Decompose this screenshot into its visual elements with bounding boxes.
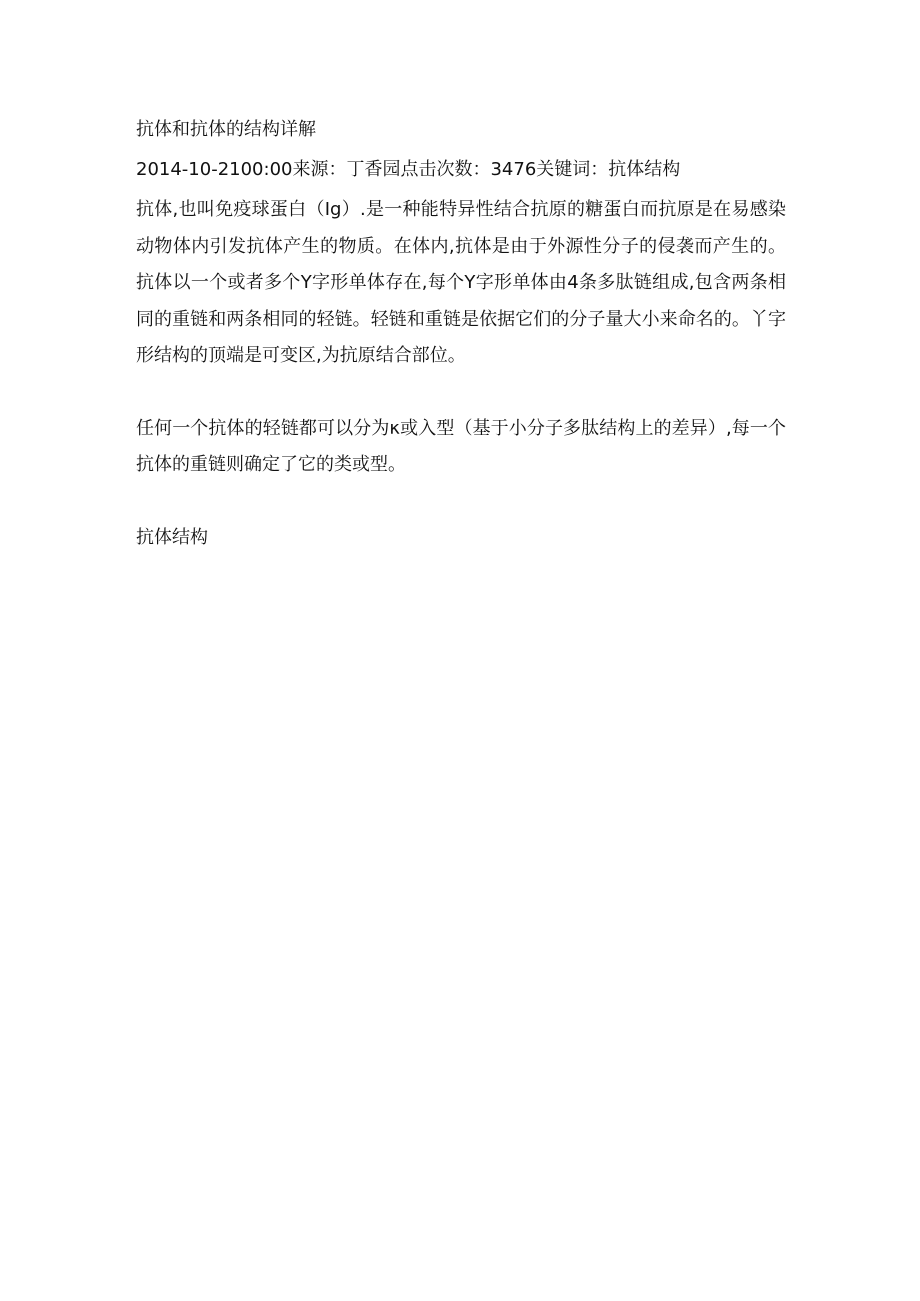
paragraph-antibody-definition: 抗体,也叫免疫球蛋白（Ig）.是一种能特异性结合抗原的糖蛋白而抗原是在易感染动物体内引发抗体产生的物质。在体内,抗体是由于外源性分子的侵袭而产生的。抗体以一个或者多个Y字形单体存在,每个Y字形单体由4条多肽链组成,包含两条相同的重链和两条相同的轻链。轻链和重链是依据它们的分子量大小来命名的。丫字形结构的顶端是可变区,为抗原结合部位。 — [136, 199, 786, 366]
document-body — [136, 112, 786, 556]
article-meta-line: 2014-10-2100:00来源：丁香园点击次数：3476关键词：抗体结构 — [136, 159, 681, 180]
section-heading-antibody-structure: 抗体结构 — [136, 526, 208, 548]
document-title: 抗体和抗体的结构详解 — [136, 119, 316, 140]
paragraph-light-heavy-chain: 任何一个抗体的轻链都可以分为κ或入型（基于小分子多肽结构上的差异）,每一个抗体的重链则确定了它的类或型。 — [136, 417, 786, 475]
